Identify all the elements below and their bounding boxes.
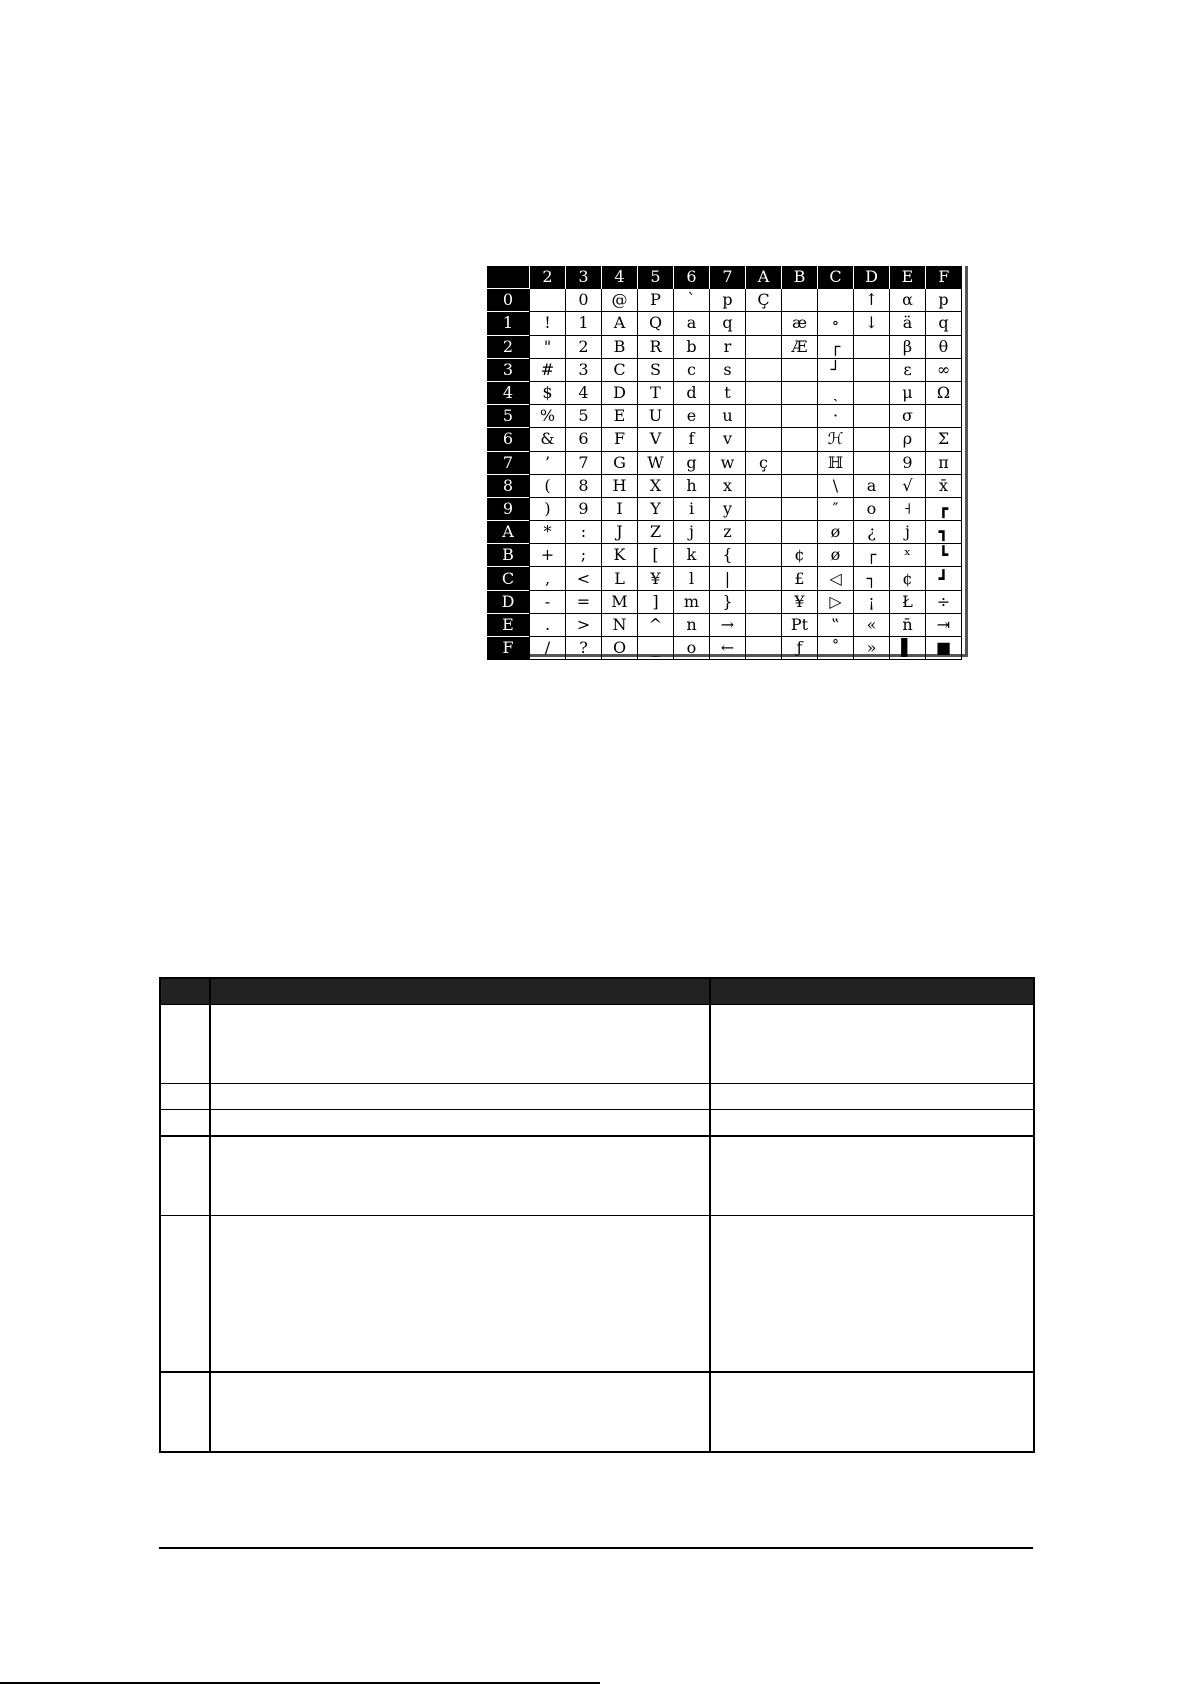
charmap-cell: ↓: [854, 312, 890, 335]
charmap-cell: ℋ: [818, 428, 854, 451]
column-header: C: [818, 266, 854, 289]
charmap-cell: p: [710, 289, 746, 312]
charmap-cell: ä: [890, 312, 926, 335]
charmap-cell: [926, 405, 962, 428]
charmap-cell: [746, 590, 782, 613]
charmap-cell: r: [710, 335, 746, 358]
charmap-cell: s: [710, 358, 746, 381]
charmap-cell: «: [854, 613, 890, 636]
table-cell: [210, 1084, 710, 1110]
charmap-cell: π: [926, 451, 962, 474]
column-header: 5: [638, 266, 674, 289]
charmap-cell: p: [926, 289, 962, 312]
charmap-row: [487, 381, 962, 404]
charmap-cell: x̄: [926, 474, 962, 497]
charmap-cell: C: [602, 358, 638, 381]
charmap-cell: [854, 381, 890, 404]
row-header: 6: [487, 428, 530, 451]
charmap-cell: ÷: [926, 590, 962, 613]
charmap-row: [487, 521, 962, 544]
charmap-cell: [746, 637, 782, 660]
charmap-cell: w: [710, 451, 746, 474]
charmap-cell: ¢: [890, 567, 926, 590]
charmap-cell: a: [674, 312, 710, 335]
charmap-cell: j: [674, 521, 710, 544]
charmap-cell: L: [602, 567, 638, 590]
charmap-cell: y: [710, 497, 746, 520]
charmap-cell: (: [530, 474, 566, 497]
charmap-cell: j: [890, 521, 926, 544]
charmap-cell: ┌: [818, 335, 854, 358]
charmap-cell: [854, 358, 890, 381]
charmap-cell: [746, 521, 782, 544]
charmap-cell: H: [602, 474, 638, 497]
charmap-cell: Q: [638, 312, 674, 335]
charmap-cell: ¡: [854, 590, 890, 613]
column-header: B: [782, 266, 818, 289]
charmap-cell: ": [530, 335, 566, 358]
column-header: 4: [602, 266, 638, 289]
charmap-cell: ’: [530, 451, 566, 474]
charmap-cell: [818, 289, 854, 312]
charmap-cell: d: [674, 381, 710, 404]
charmap-cell: P: [638, 289, 674, 312]
charmap-cell: v: [710, 428, 746, 451]
charmap-cell: A: [602, 312, 638, 335]
charmap-cell: 8: [566, 474, 602, 497]
charmap-cell: !: [530, 312, 566, 335]
column-header: A: [746, 266, 782, 289]
charmap-cell: ▷: [818, 590, 854, 613]
charmap-cell: [782, 289, 818, 312]
table-cell: [710, 1110, 1034, 1137]
charmap-cell: /: [530, 637, 566, 660]
charmap-cell: b: [674, 335, 710, 358]
charmap-cell: g: [674, 451, 710, 474]
charmap-cell: T: [638, 381, 674, 404]
row-header: B: [487, 544, 530, 567]
charmap-cell: e: [674, 405, 710, 428]
charmap-cell: [746, 405, 782, 428]
charmap-cell: 3: [566, 358, 602, 381]
charmap-cell: ø: [818, 521, 854, 544]
charmap-cell: [: [638, 544, 674, 567]
charmap-row: [487, 312, 962, 335]
charmap-cell: 6: [566, 428, 602, 451]
charmap-cell: n̄: [890, 613, 926, 636]
charmap-cell: ┌: [854, 544, 890, 567]
charmap-cell: θ: [926, 335, 962, 358]
charmap-row: [487, 637, 962, 660]
charmap-cell: √: [890, 474, 926, 497]
row-header: C: [487, 567, 530, 590]
charmap-cell: [746, 567, 782, 590]
charmap-cell: -: [530, 590, 566, 613]
table-cell: [710, 1136, 1034, 1216]
table-cell: [160, 1136, 210, 1216]
charmap-cell: æ: [782, 312, 818, 335]
charmap-cell: ⇥: [926, 613, 962, 636]
charmap-cell: &: [530, 428, 566, 451]
charmap-cell: {: [710, 544, 746, 567]
charmap-cell: +: [530, 544, 566, 567]
charmap-cell: ): [530, 497, 566, 520]
charmap-row: [487, 474, 962, 497]
charmap-cell: t: [710, 381, 746, 404]
charmap-cell: ¿: [854, 521, 890, 544]
ruled-table-header-row: [160, 978, 1034, 1005]
charmap-cell: ?: [566, 637, 602, 660]
charmap-cell: }: [710, 590, 746, 613]
row-header: A: [487, 521, 530, 544]
charmap-cell: [854, 335, 890, 358]
charmap-row: [487, 428, 962, 451]
character-map: [487, 266, 968, 657]
character-map-table: [487, 266, 962, 660]
charmap-cell: Ω: [926, 381, 962, 404]
charmap-cell: β: [890, 335, 926, 358]
charmap-cell: U: [638, 405, 674, 428]
charmap-cell: ;: [566, 544, 602, 567]
ruled-table-header-cell: [210, 978, 710, 1005]
bottom-edge-rule: [0, 1682, 600, 1684]
charmap-cell: ‟: [818, 613, 854, 636]
row-header: 7: [487, 451, 530, 474]
table-cell: [710, 1005, 1034, 1084]
table-cell: [710, 1216, 1034, 1373]
charmap-cell: [746, 613, 782, 636]
charmap-row: [487, 358, 962, 381]
charmap-cell: ¢: [782, 544, 818, 567]
charmap-cell: N: [602, 613, 638, 636]
table-row: [160, 1216, 1034, 1373]
table-row: [160, 1136, 1034, 1216]
charmap-cell: F: [602, 428, 638, 451]
charmap-cell: f: [674, 428, 710, 451]
table-cell: [710, 1084, 1034, 1110]
column-header: 2: [530, 266, 566, 289]
row-header: E: [487, 613, 530, 636]
charmap-cell: O: [602, 637, 638, 660]
row-header: F: [487, 637, 530, 660]
charmap-cell: [782, 521, 818, 544]
charmap-cell: [782, 381, 818, 404]
charmap-cell: h: [674, 474, 710, 497]
column-header: 3: [566, 266, 602, 289]
row-header: 9: [487, 497, 530, 520]
ruled-table-header-cell: [160, 978, 210, 1005]
charmap-cell: ■: [926, 637, 962, 660]
charmap-corner: [487, 266, 530, 289]
charmap-cell: <: [566, 567, 602, 590]
charmap-cell: *: [530, 521, 566, 544]
row-header: 2: [487, 335, 530, 358]
charmap-cell: V: [638, 428, 674, 451]
charmap-cell: 5: [566, 405, 602, 428]
charmap-row: [487, 497, 962, 520]
row-header: 0: [487, 289, 530, 312]
charmap-cell: ρ: [890, 428, 926, 451]
charmap-cell: ]: [638, 590, 674, 613]
charmap-cell: M: [602, 590, 638, 613]
charmap-cell: i: [674, 497, 710, 520]
charmap-cell: ˣ: [890, 544, 926, 567]
charmap-cell: c: [674, 358, 710, 381]
row-header: 1: [487, 312, 530, 335]
charmap-cell: x: [710, 474, 746, 497]
charmap-row: [487, 451, 962, 474]
charmap-cell: ←: [710, 637, 746, 660]
table-cell: [160, 1372, 210, 1452]
charmap-row: [487, 590, 962, 613]
charmap-row: [487, 289, 962, 312]
charmap-cell: k: [674, 544, 710, 567]
charmap-cell: ┗: [926, 544, 962, 567]
charmap-cell: I: [602, 497, 638, 520]
charmap-cell: σ: [890, 405, 926, 428]
charmap-cell: ƒ: [782, 637, 818, 660]
charmap-cell: o: [854, 497, 890, 520]
charmap-cell: 0: [566, 289, 602, 312]
charmap-cell: α: [890, 289, 926, 312]
charmap-cell: [746, 312, 782, 335]
charmap-cell: #: [530, 358, 566, 381]
charmap-cell: ┏: [926, 497, 962, 520]
table-row: [160, 1372, 1034, 1452]
table-row: [160, 1084, 1034, 1110]
table-cell: [210, 1372, 710, 1452]
column-header: D: [854, 266, 890, 289]
charmap-cell: ^: [638, 613, 674, 636]
table-row: [160, 1005, 1034, 1084]
charmap-cell: D: [602, 381, 638, 404]
charmap-row: [487, 544, 962, 567]
charmap-cell: μ: [890, 381, 926, 404]
table-cell: [210, 1216, 710, 1373]
charmap-cell: →: [710, 613, 746, 636]
charmap-cell: 1: [566, 312, 602, 335]
charmap-cell: ∘: [818, 312, 854, 335]
charmap-cell: z: [710, 521, 746, 544]
table-cell: [210, 1005, 710, 1084]
charmap-cell: \: [818, 474, 854, 497]
charmap-body: [487, 289, 962, 660]
ruled-table: [159, 977, 1035, 1453]
charmap-cell: [782, 451, 818, 474]
charmap-cell: [782, 428, 818, 451]
charmap-cell: B: [602, 335, 638, 358]
charmap-cell: ¥: [782, 590, 818, 613]
charmap-cell: q: [710, 312, 746, 335]
charmap-cell: |: [710, 567, 746, 590]
charmap-cell: W: [638, 451, 674, 474]
charmap-cell: [746, 358, 782, 381]
charmap-cell: a: [854, 474, 890, 497]
charmap-cell: S: [638, 358, 674, 381]
charmap-cell: [530, 289, 566, 312]
charmap-cell: ┐: [854, 567, 890, 590]
charmap-cell: `: [674, 289, 710, 312]
charmap-cell: Y: [638, 497, 674, 520]
charmap-cell: [782, 405, 818, 428]
charmap-cell: ¥: [638, 567, 674, 590]
charmap-cell: Ç: [746, 289, 782, 312]
charmap-cell: [854, 451, 890, 474]
charmap-cell: [782, 497, 818, 520]
column-header: 6: [674, 266, 710, 289]
charmap-row: [487, 613, 962, 636]
charmap-cell: Σ: [926, 428, 962, 451]
charmap-cell: q: [926, 312, 962, 335]
table-cell: [160, 1110, 210, 1137]
charmap-cell: .: [530, 613, 566, 636]
charmap-cell: [746, 544, 782, 567]
charmap-cell: ℍ: [818, 451, 854, 474]
ruled-table-header-cell: [710, 978, 1034, 1005]
charmap-cell: u: [710, 405, 746, 428]
charmap-cell: $: [530, 381, 566, 404]
charmap-cell: 9: [890, 451, 926, 474]
charmap-cell: ,: [530, 567, 566, 590]
footer-rule: [159, 1547, 1033, 1549]
charmap-cell: ◁: [818, 567, 854, 590]
charmap-cell: ┘: [818, 358, 854, 381]
charmap-row: [487, 335, 962, 358]
charmap-cell: >: [566, 613, 602, 636]
row-header: 5: [487, 405, 530, 428]
table-cell: [160, 1084, 210, 1110]
table-cell: [160, 1005, 210, 1084]
charmap-cell: 9: [566, 497, 602, 520]
row-header: 8: [487, 474, 530, 497]
charmap-cell: J: [602, 521, 638, 544]
charmap-cell: o: [674, 637, 710, 660]
row-header: 4: [487, 381, 530, 404]
charmap-cell: ˚: [818, 637, 854, 660]
charmap-cell: [782, 358, 818, 381]
table-cell: [160, 1216, 210, 1373]
charmap-cell: ç: [746, 451, 782, 474]
charmap-cell: =: [566, 590, 602, 613]
charmap-cell: %: [530, 405, 566, 428]
charmap-row: [487, 405, 962, 428]
charmap-cell: ·: [818, 405, 854, 428]
charmap-cell: [854, 405, 890, 428]
charmap-cell: :: [566, 521, 602, 544]
charmap-cell: Z: [638, 521, 674, 544]
charmap-cell: R: [638, 335, 674, 358]
charmap-cell: »: [854, 637, 890, 660]
charmap-cell: [746, 497, 782, 520]
charmap-cell: _: [638, 637, 674, 660]
row-header: 3: [487, 358, 530, 381]
row-header: D: [487, 590, 530, 613]
charmap-cell: ┓: [926, 521, 962, 544]
charmap-cell: Pt: [782, 613, 818, 636]
charmap-cell: [746, 335, 782, 358]
charmap-cell: 2: [566, 335, 602, 358]
charmap-cell: G: [602, 451, 638, 474]
charmap-cell: n: [674, 613, 710, 636]
charmap-cell: 4: [566, 381, 602, 404]
charmap-row: [487, 567, 962, 590]
table-cell: [210, 1110, 710, 1137]
charmap-cell: ↑: [854, 289, 890, 312]
charmap-cell: ∞: [926, 358, 962, 381]
table-cell: [210, 1136, 710, 1216]
charmap-cell: X: [638, 474, 674, 497]
table-cell: [710, 1372, 1034, 1452]
charmap-cell: ▌: [890, 637, 926, 660]
charmap-cell: l: [674, 567, 710, 590]
column-header: 7: [710, 266, 746, 289]
charmap-cell: [782, 474, 818, 497]
charmap-cell: m: [674, 590, 710, 613]
charmap-cell: £: [782, 567, 818, 590]
charmap-cell: [746, 428, 782, 451]
charmap-cell: ┛: [926, 567, 962, 590]
charmap-cell: Æ: [782, 335, 818, 358]
charmap-header-row: [487, 266, 962, 289]
charmap-cell: [746, 381, 782, 404]
charmap-cell: 7: [566, 451, 602, 474]
charmap-cell: K: [602, 544, 638, 567]
charmap-cell: ˧: [890, 497, 926, 520]
column-header: E: [890, 266, 926, 289]
charmap-cell: ø: [818, 544, 854, 567]
charmap-cell: @: [602, 289, 638, 312]
charmap-cell: [854, 428, 890, 451]
charmap-cell: E: [602, 405, 638, 428]
column-header: F: [926, 266, 962, 289]
charmap-cell: ˎ: [818, 381, 854, 404]
charmap-cell: Ł: [890, 590, 926, 613]
charmap-cell: [746, 474, 782, 497]
table-row: [160, 1110, 1034, 1137]
charmap-cell: ε: [890, 358, 926, 381]
charmap-cell: ″: [818, 497, 854, 520]
